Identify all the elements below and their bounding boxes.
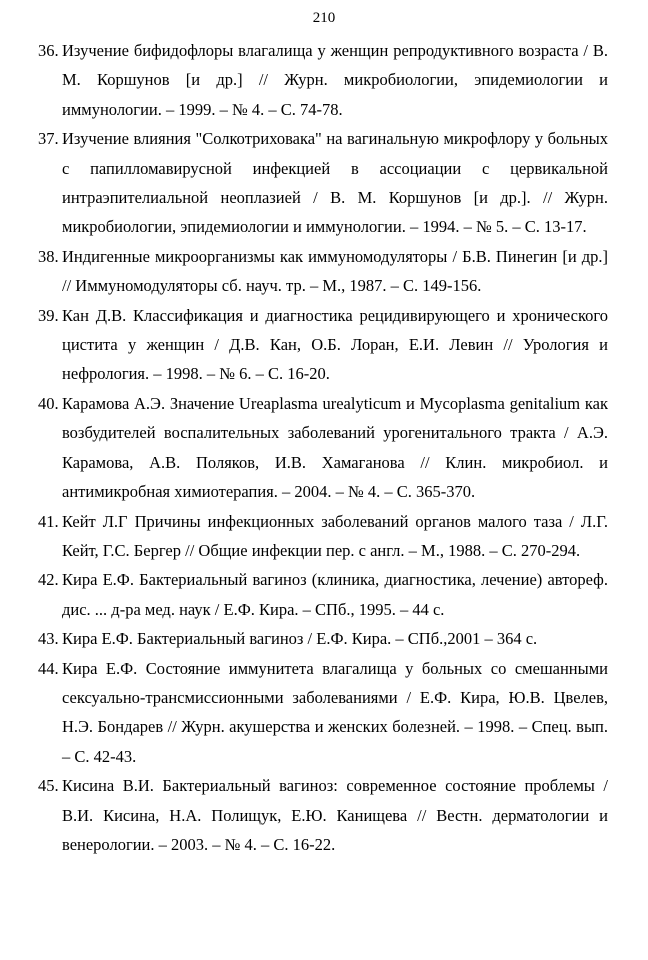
reference-number: 42. (38, 570, 59, 590)
reference-number: 41. (38, 511, 59, 531)
reference-item-41 (38, 507, 608, 566)
reference-item-40 (38, 389, 608, 507)
page-number: 210 (312, 10, 336, 26)
reference-text: Изучение влияния "Солкотриховака" на вагинальную микрофлору у больных с папилломавирусной инфекцией в ассоциации с цервикальной интраэпителиальной неоплазией / В. М. Коршунов [и др.]. // Журн. микробиологии, эпидемиологии и иммунологии. – 1994. – № 5. – С. 13-17. (62, 129, 608, 237)
reference-item-42 (38, 565, 608, 624)
reference-number: 43. (38, 629, 59, 649)
reference-item-38 (38, 242, 608, 301)
reference-number: 37. (38, 129, 59, 149)
reference-item-36 (38, 36, 608, 124)
reference-text: Изучение бифидофлоры влагалища у женщин репродуктивного возраста / В. М. Коршунов [и др.] // Журн. микробиологии, эпидемиологии и иммунологии. – 1999. – № 4. – С. 74-78. (62, 41, 608, 119)
reference-number: 36. (38, 41, 59, 60)
reference-number: 39. (38, 305, 59, 325)
reference-text: Карамова А.Э. Значение Ureaplasma urealyticum и Mycoplasma genitalium как возбудителей воспалительных заболеваний урогенитального тракта / А.Э. Карамова, А.В. Поляков, И.В. Хамаганова // Клин. микробиол. и антимикробная химиотерапия. – 2004. – № 4. – С. 365-370. (62, 393, 608, 502)
reference-text: Кира Е.Ф. Бактериальный вагиноз / Е.Ф. Кира. – СПб.,2001 – 364 с. (62, 629, 538, 649)
reference-number: 38. (38, 246, 59, 266)
reference-item-37 (38, 124, 608, 242)
reference-number: 44. (38, 658, 59, 678)
reference-text: Кира Е.Ф. Состояние иммунитета влагалища у больных со смешанными сексуально-трансмиссионными заболеваниями / Е.Ф. Кира, Ю.В. Цвелев, Н.Э. Бондарев // Журн. акушерства и женских болезней. – 1998. – Спец. вып. – С. 42-43. (62, 658, 608, 766)
reference-text: Индигенные микроорганизмы как иммуномодуляторы / Б.В. Пинегин [и др.] // Иммуномодуляторы сб. науч. тр. – М., 1987. – С. 149-156. (62, 246, 608, 296)
reference-item-39 (38, 301, 608, 389)
reference-item-43 (38, 624, 608, 653)
reference-text: Кан Д.В. Классификация и диагностика рецидивирующего и хронического цистита у женщин / Д.В. Кан, О.Б. Лоран, Е.И. Левин // Урология и нефрология. – 1998. – № 6. – С. 16-20. (62, 305, 608, 384)
reference-text: Кира Е.Ф. Бактериальный вагиноз (клиника, диагностика, лечение) автореф. дис. ... д-ра мед. наук / Е.Ф. Кира. – СПб., 1995. – 44 с. (62, 570, 608, 619)
reference-item-45 (38, 771, 608, 859)
reference-list (38, 36, 608, 859)
reference-item-44 (38, 654, 608, 772)
reference-text: Кисина В.И. Бактериальный вагиноз: современное состояние проблемы / В.И. Кисина, Н.А. Полищук, Е.Ю. Канищева // Вестн. дерматологии и венерологии. – 2003. – № 4. – С. 16-22. (62, 776, 608, 854)
reference-number: 40. (38, 393, 59, 413)
reference-text: Кейт Л.Г Причины инфекционных заболеваний органов малого таза / Л.Г. Кейт, Г.С. Бергер // Общие инфекции пер. с англ. – М., 1988. – С. 270-294. (62, 511, 608, 560)
reference-number: 45. (38, 776, 59, 796)
